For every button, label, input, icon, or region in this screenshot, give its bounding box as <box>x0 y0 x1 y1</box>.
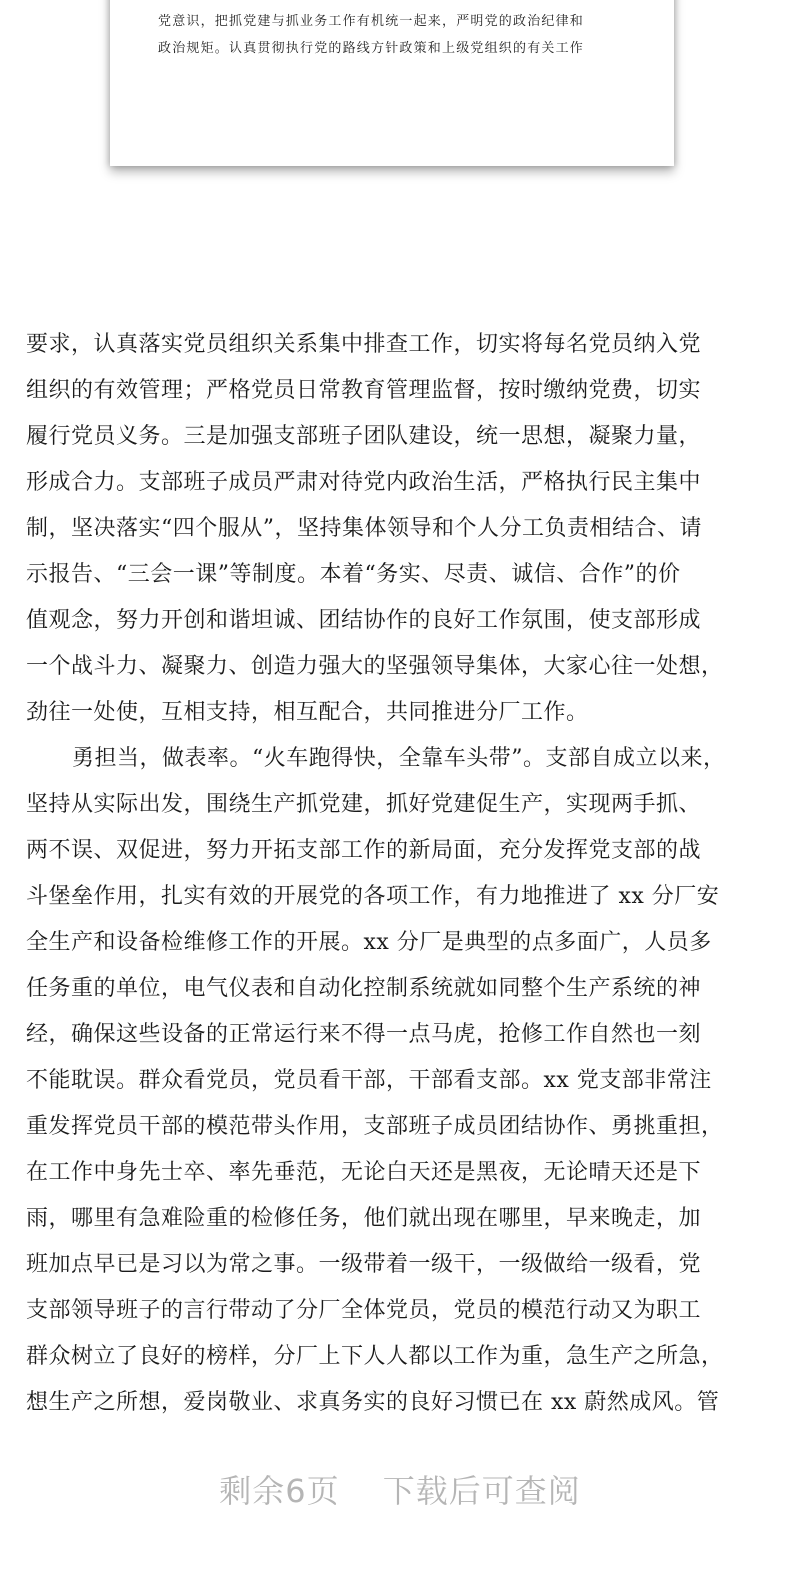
preview-line-1: 党意识，把抓党建与抓业务工作有机统一起来，严明党的政治纪律和 <box>158 14 585 29</box>
text-line: 经，确保这些设备的正常运行来不得一点马虎，抢修工作自然也一刻 <box>26 1022 702 1047</box>
text-line: 示报告、“三会一课”等制度。本着“务实、尽责、诚信、合作”的价 <box>26 562 681 587</box>
text-line: 班加点早已是习以为常之事。一级带着一级干，一级做给一级看，党 <box>26 1252 702 1277</box>
preview-page-card <box>110 0 674 166</box>
text-line: 要求，认真落实党员组织关系集中排查工作，切实将每名党员纳入党 <box>26 332 702 357</box>
text-line: 劲往一处使，互相支持，相互配合，共同推进分厂工作。 <box>26 700 589 725</box>
text-line: 想生产之所想，爱岗敬业、求真务实的良好习惯已在 xx 蔚然成风。管 <box>26 1390 720 1415</box>
paragraph-start-line: 勇担当，做表率。“火车跑得快，全靠车头带”。支部自成立以来， <box>72 746 726 771</box>
text-line: 群众树立了良好的榜样，分厂上下人人都以工作为重，急生产之所急， <box>26 1344 724 1369</box>
text-line: 坚持从实际出发，围绕生产抓党建，抓好党建促生产，实现两手抓、 <box>26 792 702 817</box>
text-line: 值观念，努力开创和谐坦诚、团结协作的良好工作氛围，使支部形成 <box>26 608 702 633</box>
text-line: 履行党员义务。三是加强支部班子团队建设，统一思想，凝聚力量， <box>26 424 702 449</box>
document-body <box>26 322 774 1426</box>
text-line: 重发挥党员干部的模范带头作用，支部班子成员团结协作、勇挑重担， <box>26 1114 724 1139</box>
text-line: 全生产和设备检维修工作的开展。xx 分厂是典型的点多面广，人员多 <box>26 930 712 955</box>
text-line: 任务重的单位，电气仪表和自动化控制系统就如同整个生产系统的神 <box>26 976 702 1001</box>
text-line: 雨，哪里有急难险重的检修任务，他们就出现在哪里，早来晚走，加 <box>26 1206 702 1231</box>
preview-line-2: 政治规矩。认真贯彻执行党的路线方针政策和上级党组织的有关工作 <box>158 41 585 56</box>
text-line: 制，坚决落实“四个服从”，坚持集体领导和个人分工负责相结合、请 <box>26 516 702 541</box>
text-line: 在工作中身先士卒、率先垂范，无论白天还是黑夜，无论晴天还是下 <box>26 1160 702 1185</box>
download-to-view-label[interactable]: 下载后可查阅 <box>382 1472 581 1510</box>
text-line: 形成合力。支部班子成员严肃对待党内政治生活，严格执行民主集中 <box>26 470 702 495</box>
download-prompt[interactable] <box>0 1466 800 1512</box>
text-line: 支部领导班子的言行带动了分厂全体党员，党员的模范行动又为职工 <box>26 1298 702 1323</box>
text-line: 组织的有效管理；严格党员日常教育管理监督，按时缴纳党费，切实 <box>26 378 702 403</box>
text-line: 不能耽误。群众看党员，党员看干部，干部看支部。xx 党支部非常注 <box>26 1068 712 1093</box>
text-line: 两不误、双促进，努力开拓支部工作的新局面，充分发挥党支部的战 <box>26 838 702 863</box>
text-line: 斗堡垒作用，扎实有效的开展党的各项工作，有力地推进了 xx 分厂安 <box>26 884 720 909</box>
remaining-pages-label[interactable]: 剩余6页 <box>219 1472 340 1510</box>
text-line: 一个战斗力、凝聚力、创造力强大的坚强领导集体，大家心往一处想， <box>26 654 724 679</box>
